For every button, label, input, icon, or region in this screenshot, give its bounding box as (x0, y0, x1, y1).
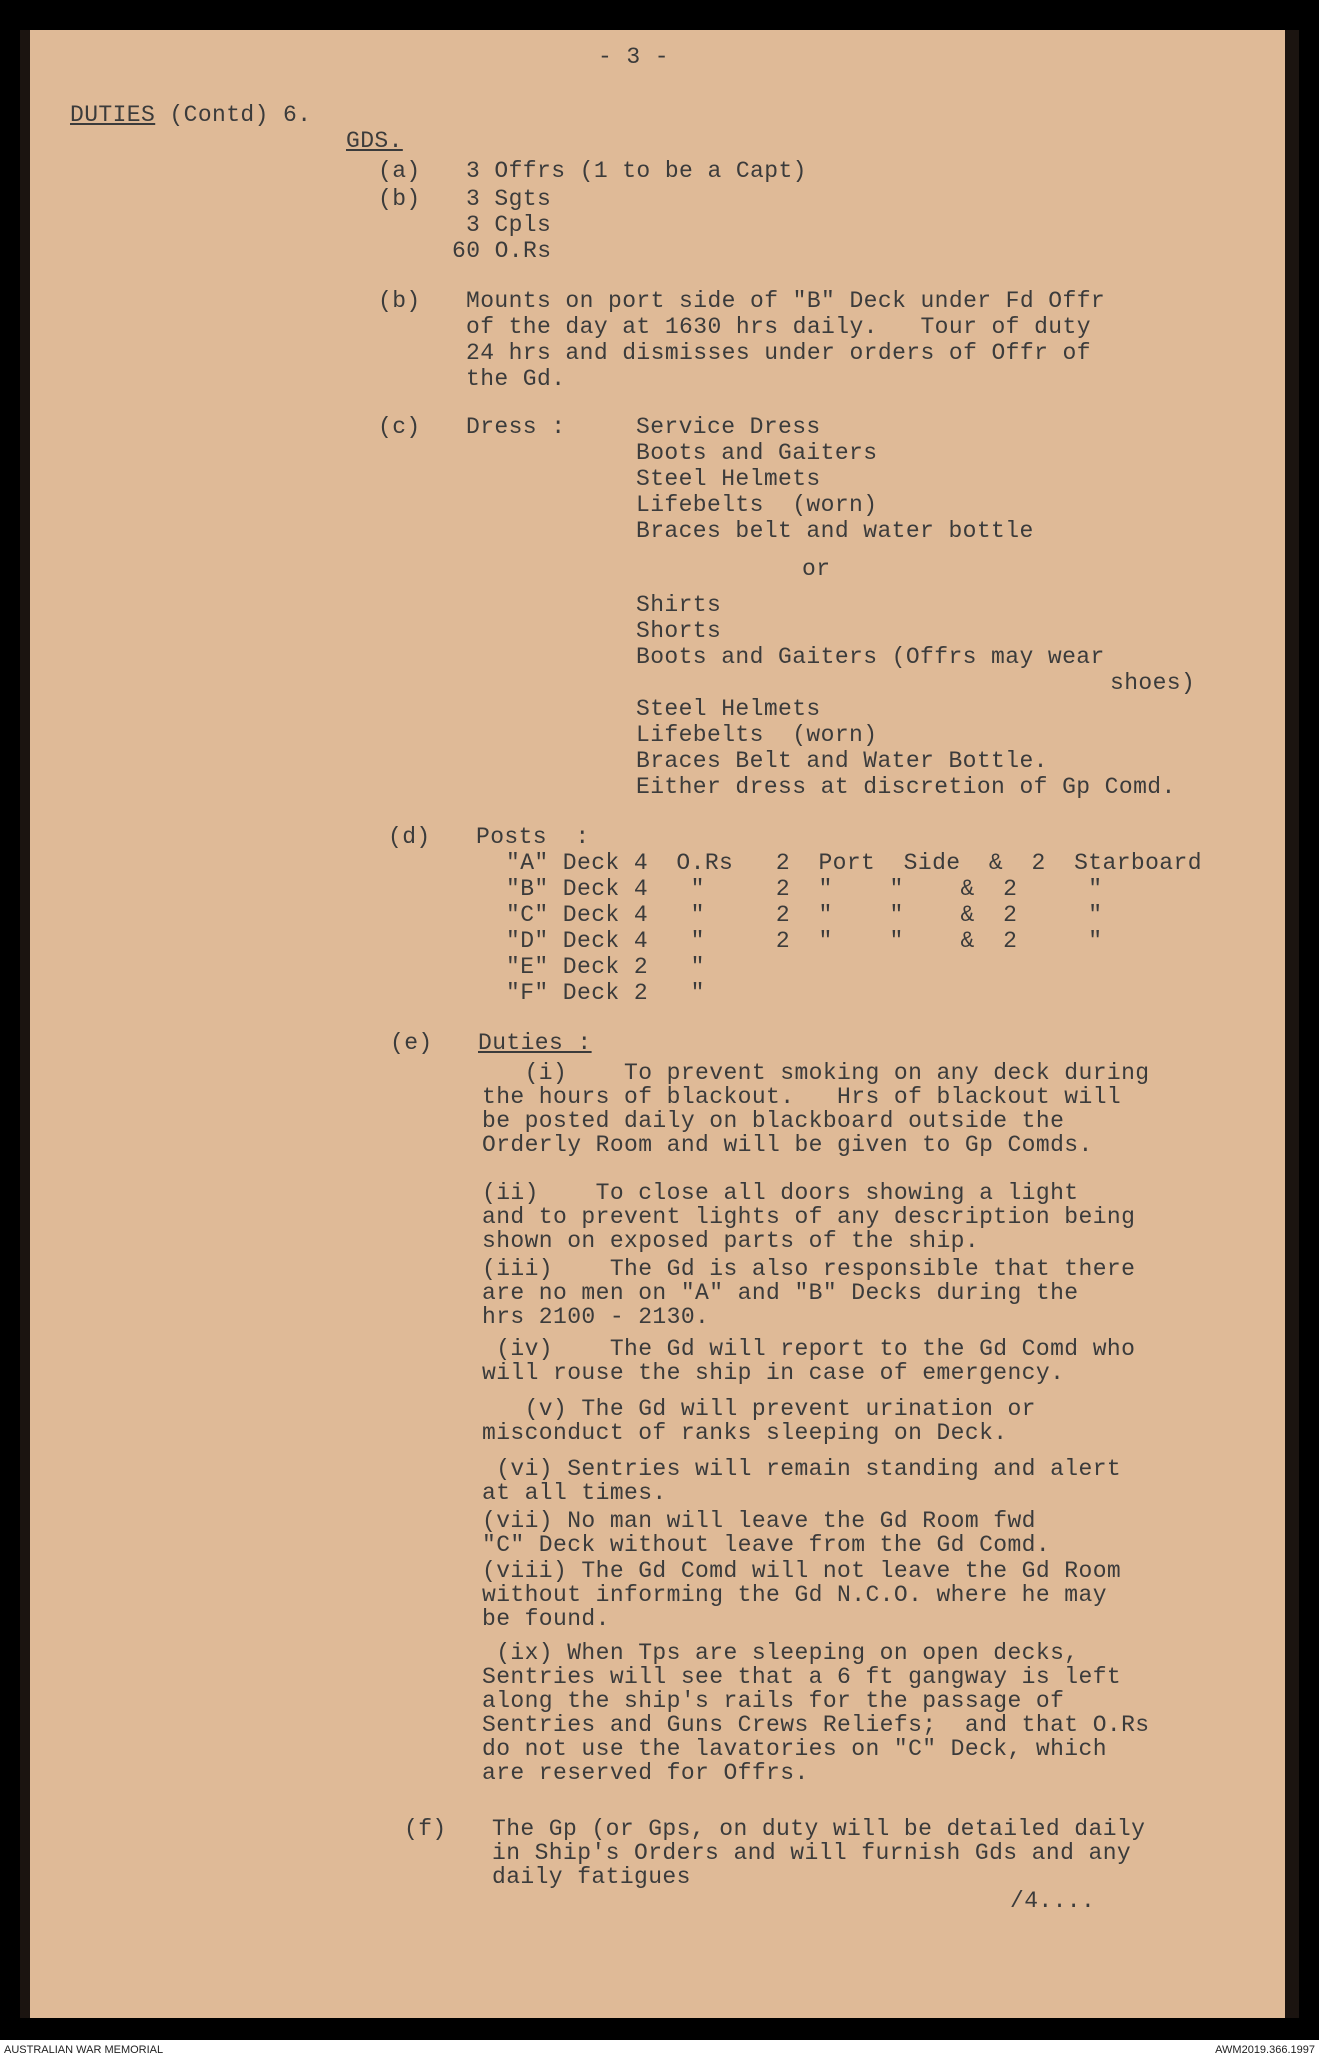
section-title: GDS. (346, 128, 403, 154)
heading-suffix: (Contd) 6. (155, 102, 312, 128)
dress-line: Either dress at discretion of Gp Comd. (636, 774, 1176, 800)
duty-line: do not use the lavatories on "C" Deck, which (482, 1736, 1107, 1762)
heading (70, 102, 311, 128)
duty-line: (ii) To close all doors showing a light (482, 1180, 1079, 1206)
footer-left: AUSTRALIAN WAR MEMORIAL (4, 2044, 164, 2056)
dress-line: Lifebelts (worn) (636, 492, 878, 518)
posts-title: Posts : (476, 824, 590, 850)
duty-line: are reserved for Offrs. (482, 1760, 809, 1786)
duty-line: misconduct of ranks sleeping on Deck. (482, 1420, 1008, 1446)
duty-line: along the ship's rails for the passage of (482, 1688, 1065, 1714)
item-b2-line: the Gd. (466, 366, 566, 392)
duty-line: hrs 2100 - 2130. (482, 1304, 710, 1330)
dress-line: Service Dress (636, 414, 821, 440)
duty-line: (iii) The Gd is also responsible that there (482, 1256, 1136, 1282)
duty-line: (v) The Gd will prevent urination or (482, 1396, 1036, 1422)
posts-row: "A" Deck 4 O.Rs 2 Port Side & 2 Starboard (506, 850, 1202, 876)
posts-row: "E" Deck 2 " (506, 954, 705, 980)
duty-line: "C" Deck without leave from the Gd Comd. (482, 1532, 1051, 1558)
dress-line: Lifebelts (worn) (636, 722, 878, 748)
dress-line: Steel Helmets (636, 466, 821, 492)
heading-prefix: DUTIES (70, 102, 156, 128)
item-a-text: 3 Offrs (1 to be a Capt) (466, 158, 807, 184)
item-b2-line: of the day at 1630 hrs daily. Tour of duty (466, 314, 1091, 340)
duty-line: (i) To prevent smoking on any deck during (482, 1060, 1150, 1086)
continuation-mark: /4.... (1010, 1888, 1096, 1914)
dress-line: Shorts (636, 618, 722, 644)
dress-line: Shirts (636, 592, 722, 618)
duty-line: Sentries and Guns Crews Reliefs; and that O.Rs (482, 1712, 1150, 1738)
dress-line: Braces Belt and Water Bottle. (636, 748, 1048, 774)
posts-row: "C" Deck 4 " 2 " " & 2 " (506, 902, 1103, 928)
dress-or: or (802, 556, 831, 582)
item-a-label: (a) (378, 158, 421, 184)
duty-line: (vii) No man will leave the Gd Room fwd (482, 1508, 1036, 1534)
item-f-line: The Gp (or Gps, on duty will be detailed daily (492, 1816, 1146, 1842)
archive-footer (0, 2040, 1319, 2061)
duty-line: (viii) The Gd Comd will not leave the Gd Room (482, 1558, 1122, 1584)
duty-line: will rouse the ship in case of emergency. (482, 1360, 1065, 1386)
item-b2-label: (b) (378, 288, 421, 314)
item-b2-line: Mounts on port side of "B" Deck under Fd Offr (466, 288, 1106, 314)
dress-line: Boots and Gaiters (636, 440, 878, 466)
item-b1-line: 3 Sgts (466, 186, 552, 212)
posts-row: "F" Deck 2 " (506, 980, 705, 1006)
duty-line: are no men on "A" and "B" Decks during the (482, 1280, 1079, 1306)
item-c-label: (c) (378, 414, 421, 440)
dress-line: Braces belt and water bottle (636, 518, 1034, 544)
duty-line: at all times. (482, 1480, 667, 1506)
dress-line-cont: shoes) (1110, 670, 1196, 696)
item-e-label: (e) (390, 1030, 433, 1056)
dress-line: Boots and Gaiters (Offrs may wear (636, 644, 1105, 670)
item-d-label: (d) (388, 824, 431, 850)
dress-line: Steel Helmets (636, 696, 821, 722)
duty-line: Sentries will see that a 6 ft gangway is left (482, 1664, 1122, 1690)
duties-title: Duties : (478, 1030, 592, 1056)
item-b1-line: 60 O.Rs (452, 238, 552, 264)
duty-line: be posted daily on blackboard outside the (482, 1108, 1065, 1134)
page-edge-left (20, 30, 30, 2018)
item-b1-line: 3 Cpls (466, 212, 552, 238)
page-edge-right (1285, 30, 1299, 2018)
item-f-line: daily fatigues (492, 1864, 691, 1890)
duty-line: without informing the Gd N.C.O. where he may (482, 1582, 1107, 1608)
duty-line: shown on exposed parts of the ship. (482, 1228, 980, 1254)
duty-line: and to prevent lights of any description being (482, 1204, 1136, 1230)
footer-right: AWM2019.366.1997 (1215, 2044, 1315, 2056)
item-f-line: in Ship's Orders and will furnish Gds and any (492, 1840, 1132, 1866)
dress-title: Dress : (466, 414, 566, 440)
duty-line: the hours of blackout. Hrs of blackout will (482, 1084, 1122, 1110)
duty-line: Orderly Room and will be given to Gp Comds. (482, 1132, 1093, 1158)
page-number: - 3 - (598, 44, 670, 70)
duty-line: (iv) The Gd will report to the Gd Comd who (482, 1336, 1136, 1362)
item-b2-line: 24 hrs and dismisses under orders of Offr of (466, 340, 1091, 366)
item-f-label: (f) (404, 1816, 447, 1842)
posts-row: "B" Deck 4 " 2 " " & 2 " (506, 876, 1103, 902)
item-b1-label: (b) (378, 186, 421, 212)
duty-line: (vi) Sentries will remain standing and alert (482, 1456, 1122, 1482)
duty-line: be found. (482, 1606, 610, 1632)
duty-line: (ix) When Tps are sleeping on open decks, (482, 1640, 1079, 1666)
posts-row: "D" Deck 4 " 2 " " & 2 " (506, 928, 1103, 954)
